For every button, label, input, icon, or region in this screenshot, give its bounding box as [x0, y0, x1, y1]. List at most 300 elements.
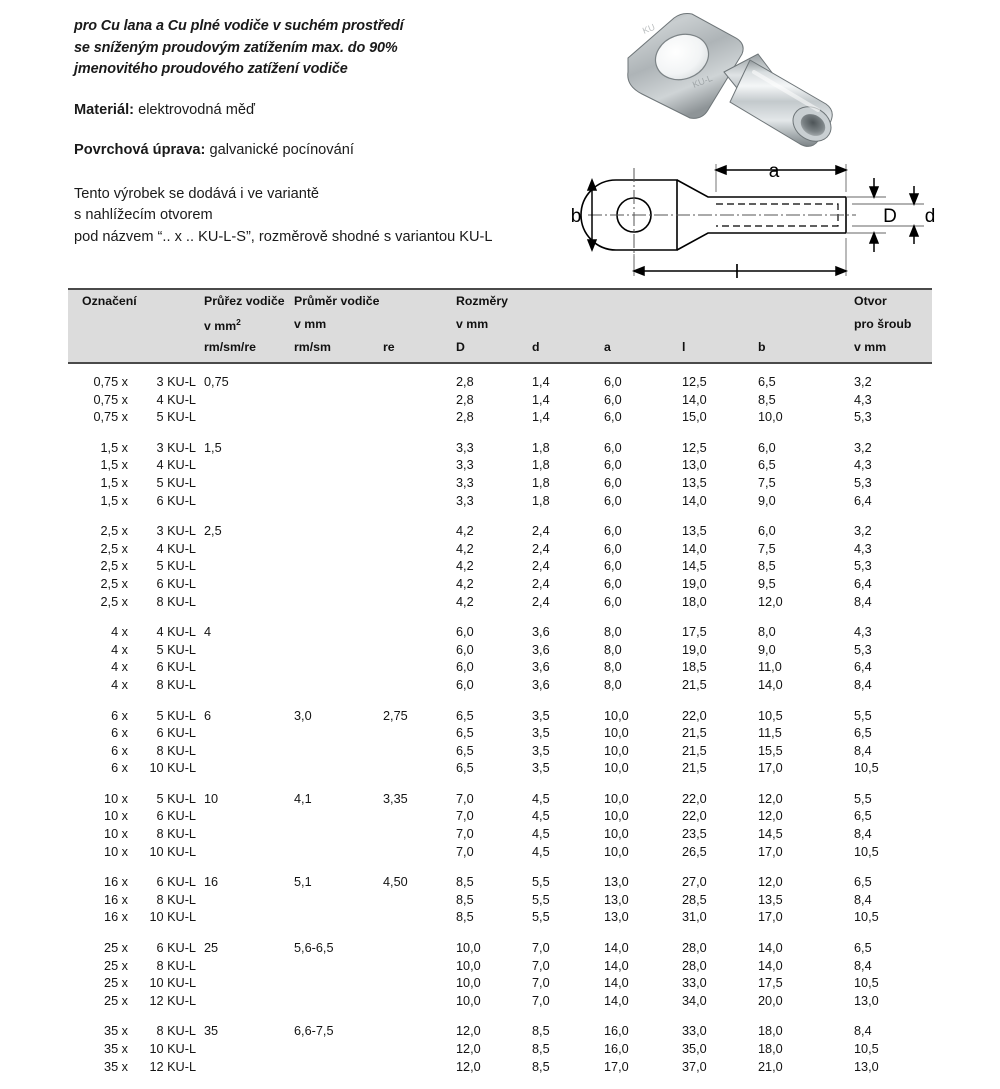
cell-a: 6,0 [604, 440, 622, 455]
cell-hole: 10,5 [854, 844, 879, 859]
cell-size: 6 x [111, 726, 128, 741]
table-group [68, 708, 932, 778]
cell-a: 10,0 [604, 743, 629, 758]
cell-section: 2,5 [204, 524, 222, 539]
cell-D: 8,5 [456, 875, 474, 890]
cell-d: 2,4 [532, 541, 550, 556]
cell-section: 16 [204, 875, 219, 890]
cell-l: 15,0 [682, 410, 707, 425]
cell-hole: 6,4 [854, 576, 872, 591]
cell-l: 19,0 [682, 576, 707, 591]
cell-a: 6,0 [604, 594, 622, 609]
table-row [68, 523, 932, 541]
cell-D: 6,0 [456, 642, 474, 657]
cell-d: 1,8 [532, 458, 550, 473]
cell-l: 26,5 [682, 844, 707, 859]
cell-type: 10 KU-L [149, 844, 196, 859]
svg-text:KU-L: KU-L [691, 72, 714, 90]
cell-d: 8,5 [532, 1042, 550, 1056]
cell-b: 7,5 [758, 541, 776, 556]
table-row [68, 659, 932, 677]
table-row [68, 975, 932, 993]
cell-l: 28,5 [682, 892, 707, 907]
cell-d: 3,6 [532, 625, 550, 640]
cell-b: 18,0 [758, 1042, 783, 1056]
cell-hole: 6,5 [854, 809, 872, 824]
cell-b: 13,5 [758, 892, 783, 907]
drawing-label-D: D [883, 206, 897, 227]
cell-size: 4 x [111, 660, 128, 675]
cell-d: 1,8 [532, 440, 550, 455]
cell-l: 21,5 [682, 761, 707, 776]
product-photo [612, 2, 870, 150]
header-diameter-unit: v mm [294, 317, 327, 331]
cell-l: 14,0 [682, 541, 707, 556]
cell-hole: 6,5 [854, 726, 872, 741]
cell-l: 33,0 [682, 976, 707, 991]
table-row [68, 909, 932, 927]
cell-type: 6 KU-L [156, 576, 196, 591]
cell-b: 9,0 [758, 493, 776, 508]
cell-hole: 5,3 [854, 475, 872, 490]
table-row [68, 1041, 932, 1059]
cell-D: 6,5 [456, 726, 474, 741]
cell-b: 9,5 [758, 576, 776, 591]
cell-size: 16 x [104, 875, 128, 890]
cell-a: 6,0 [604, 375, 622, 389]
cell-D: 3,3 [456, 493, 474, 508]
cell-rmsm: 5,6-6,5 [294, 941, 334, 956]
header-col-D: D [456, 340, 465, 354]
cell-D: 3,3 [456, 475, 474, 490]
note-line-2: s nahlížecím otvorem [74, 207, 213, 223]
table-group [68, 874, 932, 927]
cell-size: 35 x [104, 1024, 128, 1039]
cell-section: 6 [204, 708, 212, 723]
cell-l: 31,0 [682, 910, 707, 925]
note-line-1: Tento výrobek se dodává i ve variantě [74, 185, 319, 202]
cell-b: 20,0 [758, 993, 783, 1008]
table-row [68, 743, 932, 761]
cell-type: 4 KU-L [156, 541, 196, 556]
cell-size: 10 x [104, 827, 128, 842]
cell-type: 3 KU-L [156, 440, 196, 455]
cell-a: 6,0 [604, 576, 622, 591]
table-row [68, 808, 932, 826]
cell-l: 28,0 [682, 958, 707, 973]
cell-section: 4 [204, 625, 212, 640]
cell-a: 10,0 [604, 827, 629, 842]
cell-size: 1,5 x [100, 458, 128, 473]
cell-l: 12,5 [682, 440, 707, 455]
cell-type: 6 KU-L [156, 941, 196, 956]
cell-hole: 10,5 [854, 1042, 879, 1056]
cell-size: 2,5 x [100, 524, 128, 539]
cell-d: 3,6 [532, 642, 550, 657]
cell-l: 14,0 [682, 493, 707, 508]
cell-D: 7,0 [456, 844, 474, 859]
table-row [68, 844, 932, 862]
cell-d: 3,5 [532, 761, 550, 776]
table-row [68, 409, 932, 427]
cell-d: 2,4 [532, 559, 550, 574]
cell-size: 6 x [111, 743, 128, 758]
cell-a: 17,0 [604, 1059, 629, 1074]
cell-size: 2,5 x [100, 541, 128, 556]
cell-a: 13,0 [604, 910, 629, 925]
cell-hole: 8,4 [854, 594, 872, 609]
header-cross-section-sub: rm/sm/re [204, 340, 256, 354]
table-row [68, 677, 932, 695]
cell-type: 5 KU-L [156, 410, 196, 425]
lead-line-3: jmenovitého proudového zatížení vodiče [74, 61, 348, 77]
cell-d: 7,0 [532, 958, 550, 973]
cell-a: 16,0 [604, 1042, 629, 1056]
cell-size: 0,75 x [93, 410, 128, 425]
cell-re: 2,75 [383, 708, 408, 723]
cell-d: 4,5 [532, 809, 550, 824]
cell-type: 5 KU-L [156, 708, 196, 723]
table-header [68, 290, 932, 362]
cell-l: 27,0 [682, 875, 707, 890]
cell-D: 6,0 [456, 660, 474, 675]
note-line-3: pod názvem “.. x .. KU-L-S”, rozměrově shodné s variantou KU-L [74, 228, 493, 245]
cell-b: 14,0 [758, 677, 783, 692]
cell-hole: 10,5 [854, 976, 879, 991]
table-row [68, 760, 932, 778]
table-group [68, 791, 932, 861]
table-row [68, 826, 932, 844]
header-dimensions: Rozměry [456, 294, 508, 308]
cell-D: 12,0 [456, 1024, 481, 1039]
table-row [68, 940, 932, 958]
cell-type: 4 KU-L [156, 458, 196, 473]
cell-D: 6,5 [456, 708, 474, 723]
cell-hole: 6,5 [854, 941, 872, 956]
cell-hole: 3,2 [854, 524, 872, 539]
cell-d: 7,0 [532, 993, 550, 1008]
cell-type: 6 KU-L [156, 875, 196, 890]
dimension-drawing [556, 150, 980, 290]
cell-section: 1,5 [204, 440, 222, 455]
cell-size: 4 x [111, 677, 128, 692]
table-group [68, 374, 932, 427]
cell-b: 17,0 [758, 844, 783, 859]
cell-size: 25 x [104, 941, 128, 956]
cell-d: 4,5 [532, 827, 550, 842]
cell-a: 13,0 [604, 875, 629, 890]
cell-type: 5 KU-L [156, 791, 196, 806]
cell-l: 21,5 [682, 677, 707, 692]
cell-size: 2,5 x [100, 594, 128, 609]
cell-l: 21,5 [682, 743, 707, 758]
surface-line [74, 140, 554, 162]
cell-type: 8 KU-L [156, 827, 196, 842]
cell-d: 5,5 [532, 892, 550, 907]
cell-D: 3,3 [456, 440, 474, 455]
cell-re: 4,50 [383, 875, 408, 890]
cell-l: 13,0 [682, 458, 707, 473]
cell-b: 17,5 [758, 976, 783, 991]
cell-size: 10 x [104, 809, 128, 824]
table-group [68, 440, 932, 510]
cell-d: 3,6 [532, 677, 550, 692]
drawing-label-l: l [734, 262, 740, 283]
cell-type: 6 KU-L [156, 660, 196, 675]
cell-D: 7,0 [456, 809, 474, 824]
material-value: elektrovodná měď [138, 101, 255, 118]
cell-a: 14,0 [604, 941, 629, 956]
cell-rmsm: 4,1 [294, 791, 312, 806]
table-row [68, 892, 932, 910]
cell-a: 13,0 [604, 892, 629, 907]
cell-section: 0,75 [204, 375, 229, 389]
cell-size: 35 x [104, 1042, 128, 1056]
cell-a: 14,0 [604, 958, 629, 973]
material-line [74, 100, 554, 122]
cell-size: 25 x [104, 958, 128, 973]
material-label: Materiál: [74, 101, 135, 118]
cell-D: 3,3 [456, 458, 474, 473]
cell-size: 25 x [104, 976, 128, 991]
cell-hole: 6,4 [854, 660, 872, 675]
cell-d: 1,8 [532, 475, 550, 490]
cell-D: 4,2 [456, 524, 474, 539]
header-hole-line-2: pro šroub [854, 317, 912, 331]
cell-hole: 10,5 [854, 910, 879, 925]
cell-l: 14,0 [682, 392, 707, 407]
cell-D: 4,2 [456, 594, 474, 609]
header-hole-line-3: v mm [854, 340, 887, 354]
specification-table [0, 288, 1000, 1089]
cell-rmsm: 6,6-7,5 [294, 1024, 334, 1039]
header-cs-unit-sup: 2 [236, 317, 241, 327]
cell-hole: 5,5 [854, 708, 872, 723]
cell-hole: 8,4 [854, 958, 872, 973]
cell-hole: 6,4 [854, 493, 872, 508]
cell-b: 15,5 [758, 743, 783, 758]
cell-type: 4 KU-L [156, 625, 196, 640]
cell-d: 2,4 [532, 594, 550, 609]
cell-l: 28,0 [682, 941, 707, 956]
surface-label: Povrchová úprava: [74, 142, 206, 158]
cell-b: 6,0 [758, 524, 776, 539]
cell-l: 22,0 [682, 791, 707, 806]
cell-l: 33,0 [682, 1024, 707, 1039]
cell-l: 35,0 [682, 1042, 707, 1056]
table-row [68, 958, 932, 976]
cell-size: 4 x [111, 625, 128, 640]
table-row [68, 541, 932, 559]
cell-size: 2,5 x [100, 559, 128, 574]
cell-b: 11,5 [758, 726, 782, 741]
cell-d: 7,0 [532, 976, 550, 991]
cell-a: 6,0 [604, 458, 622, 473]
table-row [68, 594, 932, 612]
cell-type: 3 KU-L [156, 375, 196, 389]
cell-hole: 8,4 [854, 892, 872, 907]
header-hole-line-1: Otvor [854, 294, 887, 308]
cell-hole: 13,0 [854, 1059, 879, 1074]
table-group [68, 624, 932, 694]
cell-b: 17,0 [758, 761, 783, 776]
cell-type: 8 KU-L [156, 743, 196, 758]
cell-type: 8 KU-L [156, 594, 196, 609]
cell-d: 5,5 [532, 910, 550, 925]
table-row [68, 1059, 932, 1077]
drawing-neck-top [677, 180, 846, 197]
table-row [68, 457, 932, 475]
cell-b: 10,5 [758, 708, 783, 723]
surface-value: galvanické pocínování [209, 142, 354, 158]
cell-type: 8 KU-L [156, 677, 196, 692]
cell-type: 10 KU-L [149, 761, 196, 776]
cell-l: 34,0 [682, 993, 707, 1008]
cell-hole: 5,3 [854, 559, 872, 574]
table-row [68, 392, 932, 410]
cell-size: 10 x [104, 844, 128, 859]
cell-l: 13,5 [682, 475, 707, 490]
cell-type: 5 KU-L [156, 559, 196, 574]
cell-b: 6,5 [758, 375, 776, 389]
cell-d: 1,8 [532, 493, 550, 508]
cell-a: 8,0 [604, 677, 622, 692]
cell-a: 8,0 [604, 642, 622, 657]
header-col-d: d [532, 340, 540, 354]
cell-size: 16 x [104, 892, 128, 907]
cell-D: 7,0 [456, 791, 474, 806]
header-cross-section-unit [204, 317, 241, 333]
cell-l: 14,5 [682, 559, 707, 574]
cell-b: 6,0 [758, 440, 776, 455]
cell-l: 37,0 [682, 1059, 707, 1074]
cell-re: 3,35 [383, 791, 408, 806]
cell-type: 10 KU-L [149, 976, 196, 991]
header-col-l: l [682, 340, 686, 354]
cell-hole: 4,3 [854, 458, 872, 473]
header-diameter: Průměr vodiče [294, 294, 380, 308]
table-group [68, 1023, 932, 1076]
cell-size: 0,75 x [93, 375, 128, 389]
cell-b: 9,0 [758, 642, 776, 657]
cell-hole: 4,3 [854, 625, 872, 640]
cell-size: 10 x [104, 791, 128, 806]
table-group [68, 523, 932, 611]
cell-D: 6,5 [456, 743, 474, 758]
cell-b: 12,0 [758, 875, 783, 890]
cell-section: 35 [204, 1024, 219, 1039]
cell-d: 7,0 [532, 941, 550, 956]
cell-d: 4,5 [532, 791, 550, 806]
header-area [0, 0, 1000, 288]
cell-D: 2,8 [456, 375, 474, 389]
cell-rmsm: 5,1 [294, 875, 312, 890]
cell-d: 4,5 [532, 844, 550, 859]
cell-section: 10 [204, 791, 219, 806]
drawing-dimension-arrows [588, 166, 918, 275]
drawing-label-a: a [768, 161, 780, 182]
cell-hole: 5,3 [854, 410, 872, 425]
header-designation: Označení [82, 294, 137, 308]
cell-a: 6,0 [604, 541, 622, 556]
cell-hole: 8,4 [854, 1024, 872, 1039]
lead-line-1: pro Cu lana a Cu plné vodiče v suchém prostředí [74, 18, 404, 34]
cell-size: 2,5 x [100, 576, 128, 591]
table-row [68, 1023, 932, 1041]
cell-b: 7,5 [758, 475, 776, 490]
cell-type: 5 KU-L [156, 475, 196, 490]
drawing-centerlines [588, 168, 856, 274]
cell-type: 6 KU-L [156, 809, 196, 824]
cell-type: 8 KU-L [156, 1024, 196, 1039]
cell-size: 16 x [104, 910, 128, 925]
cell-d: 1,4 [532, 375, 550, 389]
cell-size: 6 x [111, 761, 128, 776]
cell-a: 10,0 [604, 844, 629, 859]
cell-hole: 5,3 [854, 642, 872, 657]
cell-b: 12,0 [758, 791, 783, 806]
cell-type: 5 KU-L [156, 642, 196, 657]
drawing-label-b: b [570, 206, 582, 227]
cell-b: 14,5 [758, 827, 783, 842]
dimension-drawing-svg [556, 150, 980, 290]
cell-section: 25 [204, 941, 219, 956]
cell-type: 12 KU-L [149, 1059, 196, 1074]
table-row [68, 874, 932, 892]
cell-a: 10,0 [604, 809, 629, 824]
table-row [68, 993, 932, 1011]
cell-d: 1,4 [532, 392, 550, 407]
cell-type: 10 KU-L [149, 910, 196, 925]
cell-b: 8,5 [758, 392, 776, 407]
cell-b: 14,0 [758, 941, 783, 956]
cell-b: 6,5 [758, 458, 776, 473]
cell-size: 35 x [104, 1059, 128, 1074]
cell-d: 8,5 [532, 1059, 550, 1074]
cell-b: 12,0 [758, 809, 783, 824]
cell-d: 1,4 [532, 410, 550, 425]
header-cross-section: Průřez vodiče [204, 294, 285, 308]
cell-type: 8 KU-L [156, 958, 196, 973]
cell-hole: 10,5 [854, 761, 879, 776]
cell-hole: 3,2 [854, 375, 872, 389]
cell-D: 6,0 [456, 625, 474, 640]
variant-note [74, 184, 554, 249]
cell-l: 22,0 [682, 708, 707, 723]
cell-hole: 6,5 [854, 875, 872, 890]
table-row [68, 475, 932, 493]
cell-hole: 8,4 [854, 743, 872, 758]
cell-type: 8 KU-L [156, 892, 196, 907]
cell-D: 10,0 [456, 958, 481, 973]
cell-hole: 4,3 [854, 392, 872, 407]
table-row [68, 558, 932, 576]
cell-a: 6,0 [604, 493, 622, 508]
cell-d: 3,5 [532, 743, 550, 758]
cable-lug-photo-svg [612, 2, 870, 150]
cell-hole: 3,2 [854, 440, 872, 455]
cell-size: 1,5 x [100, 440, 128, 455]
cell-d: 5,5 [532, 875, 550, 890]
cell-type: 6 KU-L [156, 726, 196, 741]
cell-a: 6,0 [604, 559, 622, 574]
table-row [68, 576, 932, 594]
cell-a: 14,0 [604, 976, 629, 991]
cell-size: 0,75 x [93, 392, 128, 407]
cell-hole: 8,4 [854, 827, 872, 842]
cell-l: 17,5 [682, 625, 707, 640]
cell-size: 1,5 x [100, 493, 128, 508]
